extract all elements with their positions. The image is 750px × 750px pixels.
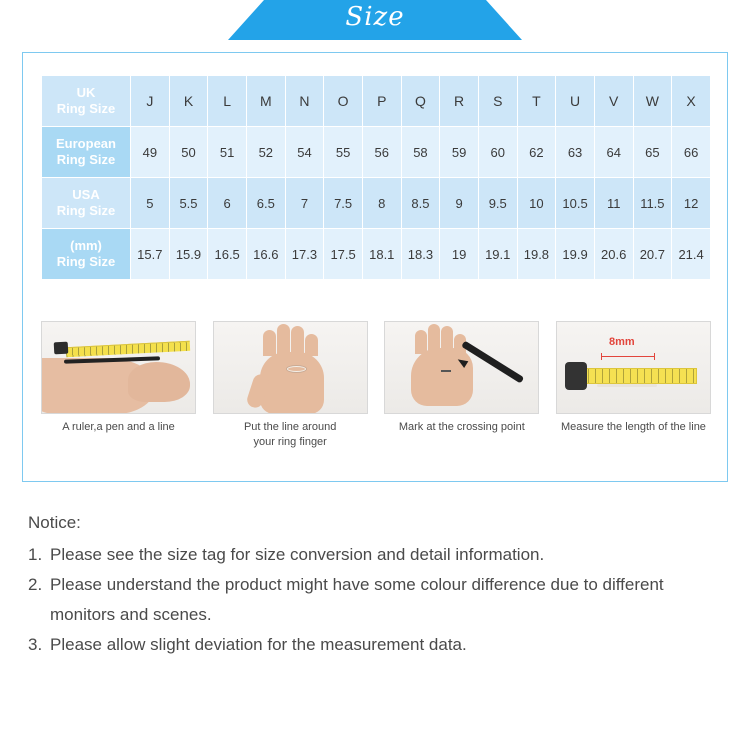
- cell-usa-3: 6.5: [246, 178, 285, 229]
- cell-mm-11: 19.9: [556, 229, 595, 280]
- cell-uk-12: V: [594, 76, 633, 127]
- step-1-caption: A ruler,a pen and a line: [62, 421, 175, 433]
- fingers-shape: [128, 362, 190, 402]
- size-chart-card: [22, 52, 728, 482]
- cell-eu-1: 50: [169, 127, 208, 178]
- cell-usa-0: 5: [131, 178, 170, 229]
- finger-1: [263, 330, 276, 356]
- palm-shape: [260, 352, 324, 414]
- row-header-line1: USA: [72, 187, 100, 202]
- cell-eu-5: 55: [324, 127, 363, 178]
- table-row: [42, 127, 711, 178]
- cell-usa-6: 8: [362, 178, 401, 229]
- step-4-caption: Measure the length of the line: [561, 421, 706, 433]
- step-3: [384, 321, 539, 450]
- notice-title: Notice:: [28, 513, 81, 532]
- string-loop-icon: [287, 366, 306, 372]
- cell-eu-12: 64: [594, 127, 633, 178]
- string-shape: [597, 384, 657, 387]
- cell-usa-4: 7: [285, 178, 324, 229]
- cell-eu-8: 59: [440, 127, 479, 178]
- cell-uk-4: N: [285, 76, 324, 127]
- cell-usa-14: 12: [672, 178, 711, 229]
- cell-uk-6: P: [362, 76, 401, 127]
- cell-mm-5: 17.5: [324, 229, 363, 280]
- finger-3: [441, 326, 453, 354]
- cell-usa-9: 9.5: [478, 178, 517, 229]
- table-row: [42, 76, 711, 127]
- step-2-caption: [213, 420, 368, 450]
- cell-mm-3: 16.6: [246, 229, 285, 280]
- cell-uk-1: K: [169, 76, 208, 127]
- cell-uk-2: L: [208, 76, 247, 127]
- cell-uk-8: R: [440, 76, 479, 127]
- ruler-case: [54, 342, 69, 355]
- cell-eu-11: 63: [556, 127, 595, 178]
- cell-eu-13: 65: [633, 127, 672, 178]
- ring-size-table: [41, 75, 711, 280]
- row-header-usa: [42, 178, 131, 229]
- row-header-mm: [42, 229, 131, 280]
- step-3-caption: Mark at the crossing point: [398, 421, 525, 433]
- cell-usa-5: 7.5: [324, 178, 363, 229]
- row-header-european: [42, 127, 131, 178]
- list-item: [28, 570, 728, 630]
- step-2: [213, 321, 368, 450]
- cell-uk-3: M: [246, 76, 285, 127]
- table-row: [42, 229, 711, 280]
- cell-eu-6: 56: [362, 127, 401, 178]
- step-1-image: [41, 321, 196, 414]
- cell-usa-2: 6: [208, 178, 247, 229]
- row-header-line2: Ring Size: [56, 101, 116, 116]
- cell-mm-1: 15.9: [169, 229, 208, 280]
- row-header-line2: Ring Size: [56, 152, 116, 167]
- finger-3: [291, 326, 304, 356]
- step-3-image: [384, 321, 539, 414]
- cell-uk-13: W: [633, 76, 672, 127]
- cell-mm-2: 16.5: [208, 229, 247, 280]
- finger-2: [428, 324, 440, 354]
- cell-uk-5: O: [324, 76, 363, 127]
- notice-text: Please allow slight deviation for the measurement data.: [50, 635, 467, 654]
- cell-uk-0: J: [131, 76, 170, 127]
- cell-uk-9: S: [478, 76, 517, 127]
- step-2-caption-line2: your ring finger: [253, 436, 327, 448]
- notice-section: [28, 508, 728, 660]
- notice-text: Please see the size tag for size conversion and detail information.: [50, 545, 545, 564]
- notice-number: 1.: [28, 545, 43, 564]
- ruler-icon: [573, 368, 697, 384]
- row-header-line1: European: [56, 136, 116, 151]
- row-header-line2: Ring Size: [56, 254, 116, 269]
- cell-usa-13: 11.5: [633, 178, 672, 229]
- step-4: [556, 321, 711, 450]
- cell-mm-0: 15.7: [131, 229, 170, 280]
- cell-eu-7: 58: [401, 127, 440, 178]
- row-header-line1: UK: [76, 85, 96, 100]
- notice-text: Please understand the product might have some colour difference due to different monitors and scenes.: [50, 575, 664, 624]
- cell-usa-11: 10.5: [556, 178, 595, 229]
- mark-point-icon: [441, 370, 451, 372]
- row-header-line1: (mm): [70, 238, 102, 253]
- cell-usa-8: 9: [440, 178, 479, 229]
- page-title: Size: [345, 2, 405, 32]
- step-1: [41, 321, 196, 450]
- measure-arrow-icon: [601, 353, 655, 360]
- cell-mm-6: 18.1: [362, 229, 401, 280]
- cell-mm-14: 21.4: [672, 229, 711, 280]
- notice-number: 3.: [28, 635, 43, 654]
- cell-mm-8: 19: [440, 229, 479, 280]
- list-item: [28, 630, 728, 660]
- ruler-case: [565, 362, 587, 390]
- step-4-image: [556, 321, 711, 414]
- cell-uk-11: U: [556, 76, 595, 127]
- cell-eu-14: 66: [672, 127, 711, 178]
- cell-usa-12: 11: [594, 178, 633, 229]
- palm-shape: [411, 348, 473, 406]
- size-banner: [0, 0, 750, 40]
- cell-eu-3: 52: [246, 127, 285, 178]
- finger-4: [305, 334, 318, 356]
- row-header-uk: [42, 76, 131, 127]
- ruler-ticks: [574, 369, 696, 383]
- cell-uk-10: T: [517, 76, 556, 127]
- cell-mm-12: 20.6: [594, 229, 633, 280]
- cell-uk-14: X: [672, 76, 711, 127]
- cell-usa-7: 8.5: [401, 178, 440, 229]
- step-2-caption-line1: Put the line around: [243, 421, 337, 433]
- notice-list: [28, 540, 728, 660]
- cell-eu-2: 51: [208, 127, 247, 178]
- cell-mm-4: 17.3: [285, 229, 324, 280]
- cell-mm-7: 18.3: [401, 229, 440, 280]
- cell-mm-10: 19.8: [517, 229, 556, 280]
- list-item: [28, 540, 728, 570]
- notice-number: 2.: [28, 575, 43, 594]
- cell-eu-0: 49: [131, 127, 170, 178]
- row-header-line2: Ring Size: [56, 203, 116, 218]
- finger-1: [415, 330, 427, 354]
- finger-2: [277, 324, 290, 356]
- cell-usa-10: 10: [517, 178, 556, 229]
- measure-steps: [41, 321, 711, 450]
- cell-uk-7: Q: [401, 76, 440, 127]
- cell-eu-4: 54: [285, 127, 324, 178]
- cell-mm-9: 19.1: [478, 229, 517, 280]
- cell-eu-10: 62: [517, 127, 556, 178]
- cell-eu-9: 60: [478, 127, 517, 178]
- table-row: [42, 178, 711, 229]
- measure-label: 8mm: [608, 336, 635, 348]
- step-2-image: [213, 321, 368, 414]
- cell-mm-13: 20.7: [633, 229, 672, 280]
- cell-usa-1: 5.5: [169, 178, 208, 229]
